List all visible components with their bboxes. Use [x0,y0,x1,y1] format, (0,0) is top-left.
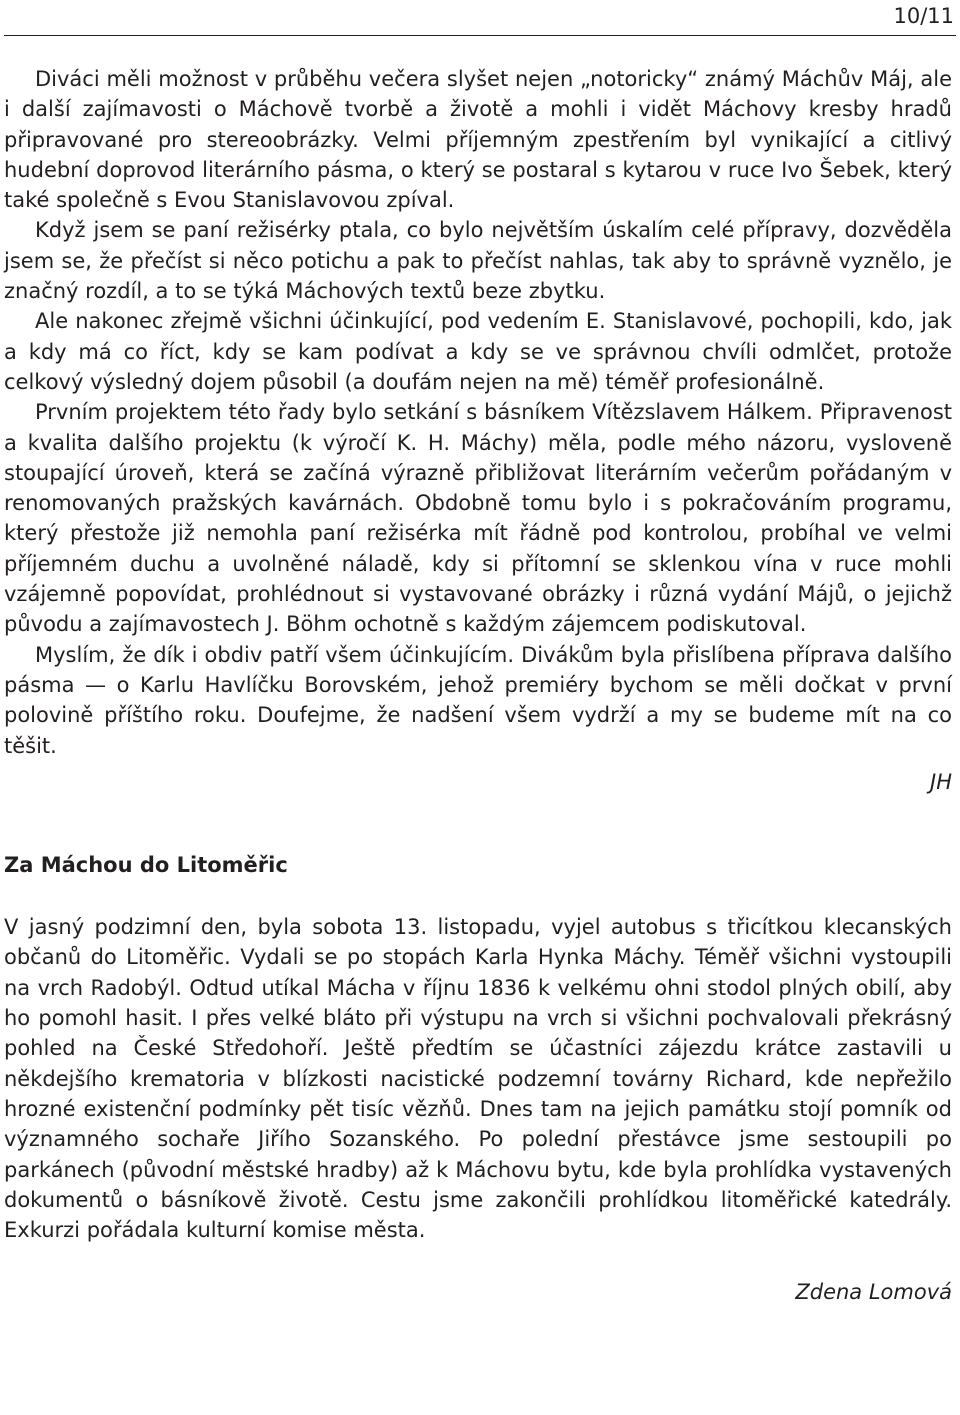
paragraph: Diváci měli možnost v průběhu večera slyšet nejen „notoricky“ známý Máchův Máj, ale i další zajímavosti o Máchově tvorbě a životě a mohli i vidět Máchovy kresby hradů připravované pro stereoobrázky. Velmi příjemným zpestřením byl vynikající a citlivý hudební doprovod literárního pásma, o který se postaral s kytarou v ruce Ivo Šebek, který také společně s Evou Stanislavovou zpíval. [4,67,952,213]
paragraph: Prvním projektem této řady bylo setkání s básníkem Vítězslavem Hálkem. Připravenost a kvalita dalšího projektu (k výročí K. H. Máchy) měla, podle mého názoru, vysloveně stoupající úroveň, která se začíná výrazně přibližovat literárním večerům pořádaným v renomovaných pražských kavárnách. Obdobně tomu bylo i s pokračováním programu, který přestože již nemohla paní režisérka mít řádně pod kontrolou, probíhal ve velmi příjemném duchu a uvolněné náladě, kdy si přítomní se sklenkou vína v ruce mohli vzájemně popovídat, prohlédnout si vystavované obrázky i různá vydání Májů, o jejichž původu a zajímavostech J. Böhm ochotně s každým zájemcem podiskutoval. [4,400,952,637]
author-signature: Zdena Lomová [795,1280,952,1305]
paragraph: Myslím, že dík i obdiv patří všem účinkujícím. Divákům byla přislíbena příprava dalšího pásma — o Karlu Havlíčku Borovském, jehož premiéry bychom se měli dočkat v první polovině příštího roku. Doufejme, že nadšení všem vydrží a my se budeme mít na co těšit. [4,642,952,758]
page-number: 10/11 [893,4,954,28]
paragraph: Když jsem se paní režisérky ptala, co bylo největším úskalím celé přípravy, dozvěděla jsem se, že přečíst si něco potichu a pak to přečíst nahlas, tak aby to správně vyznělo, je značný rozdíl, a to se týká Máchových textů beze zbytku. [4,218,952,304]
article-za-machou [4,850,952,1308]
page-content [4,64,952,1308]
paragraph: Ale nakonec zřejmě všichni účinkující, pod vedením E. Stanislavové, pochopili, kdo, jak a kdy má co říct, kdy se kam podívat a kdy se ve správnou chvíli odmlčet, protože celkový výsledný dojem působil (a doufám nejen na mě) téměř profesionálně. [4,309,952,394]
article-continued [4,64,952,797]
header-rule [4,35,956,36]
author-signature: JH [930,769,952,794]
article-title: Za Máchou do Litoměřic [4,853,288,878]
paragraph: V jasný podzimní den, byla sobota 13. listopadu, vyjel autobus s třicítkou klecanských občanů do Litoměřic. Vydali se po stopách Karla Hynka Máchy. Téměř všichni vystoupili na vrch Radobýl. Odtud utíkal Mácha v říjnu 1836 k velkému ohni stodol plných obilí, aby ho pomohl hasit. I přes velké bláto při výstupu na vrch si všichni pochvalovali překrásný pohled na České Středohoří. Ještě předtím se účastníci zájezdu krátce zastavili u někdejšího krematoria v blízkosti nacistické podzemní továrny Richard, kde nepřežilo hrozné existenční podmínky pět tisíc vězňů. Dnes tam na jejich památku stojí pomník od významného sochaře Jiřího Sozanského. Po polední přestávce jsme sestoupili po parkánech (původní městské hradby) až k Máchovu bytu, kde byla prohlídka vystavených dokumentů o básníkově životě. Cestu jsme zakončili prohlídkou litoměřické katedrály. Exkurzi pořádala kulturní komise města. [4,915,952,1243]
